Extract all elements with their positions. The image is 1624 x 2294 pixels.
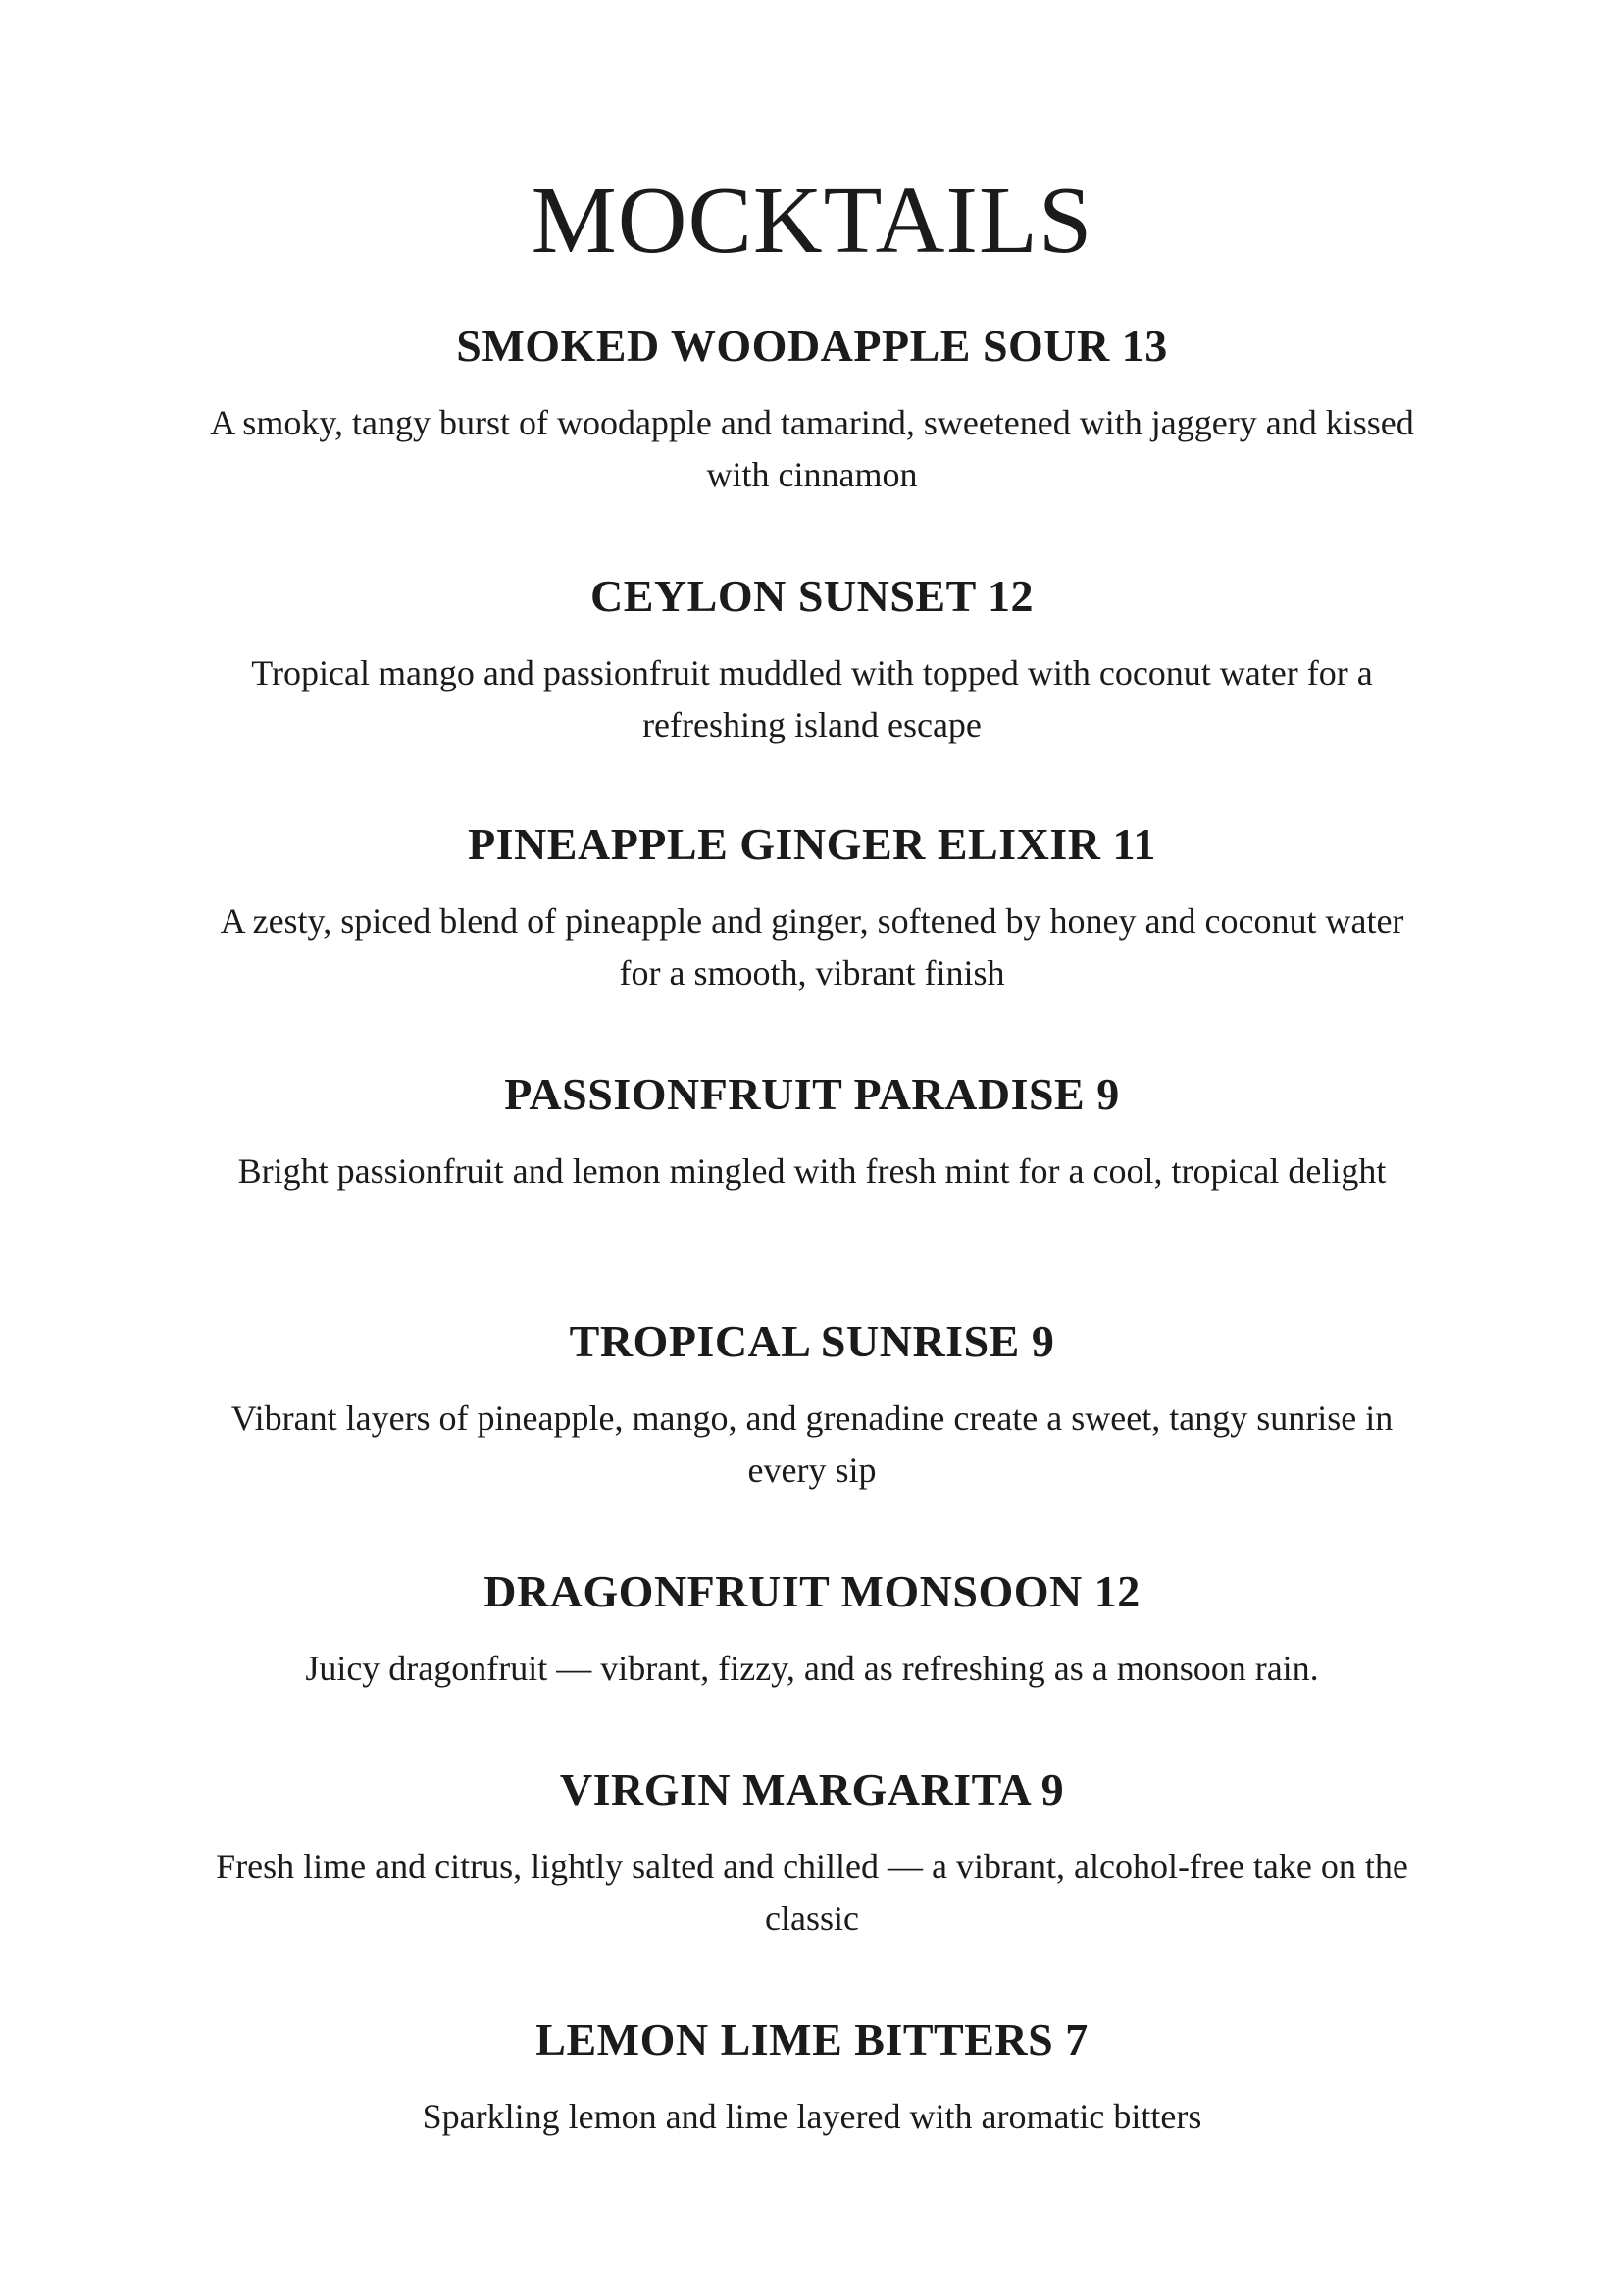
menu-item (0, 2013, 1624, 2143)
item-description: Juicy dragonfruit — vibrant, fizzy, and as refreshing as a monsoon rain. (305, 1649, 1319, 1688)
item-heading (0, 1762, 1624, 1817)
item-description: Vibrant layers of pineapple, mango, and grenadine create a sweet, tangy sunrise in every sip (230, 1399, 1394, 1490)
item-description: Fresh lime and citrus, lightly salted and chilled — a vibrant, alcohol-free take on the classic (216, 1847, 1408, 1938)
item-price: 13 (1121, 321, 1168, 371)
item-price: 12 (987, 571, 1034, 621)
item-name: PASSIONFRUIT PARADISE (504, 1069, 1086, 1119)
item-heading (0, 2013, 1624, 2067)
item-price: 12 (1093, 1566, 1141, 1616)
item-name: CEYLON SUNSET (590, 571, 976, 621)
item-price: 11 (1112, 819, 1156, 869)
item-heading (0, 1067, 1624, 1122)
item-heading (0, 817, 1624, 872)
item-price: 7 (1065, 2014, 1089, 2065)
menu-title: MOCKTAILS (531, 168, 1093, 274)
item-price: 9 (1031, 1316, 1055, 1366)
item-name: SMOKED WOODAPPLE SOUR (456, 321, 1110, 371)
item-description: A zesty, spiced blend of pineapple and ginger, softened by honey and coconut water for a smooth, vibrant finish (220, 901, 1404, 993)
item-description: Bright passionfruit and lemon mingled with fresh mint for a cool, tropical delight (237, 1151, 1387, 1191)
item-name: TROPICAL SUNRISE (569, 1316, 1020, 1366)
item-heading (0, 319, 1624, 374)
item-price: 9 (1040, 1764, 1065, 1814)
menu-item (0, 569, 1624, 751)
menu-item (0, 817, 1624, 999)
menu-item (0, 1762, 1624, 1945)
menu-item (0, 1067, 1624, 1198)
menu-item (0, 1314, 1624, 1497)
menu-item (0, 319, 1624, 501)
item-description: A smoky, tangy burst of woodapple and tamarind, sweetened with jaggery and kissed with cinnamon (210, 403, 1414, 494)
item-name: PINEAPPLE GINGER ELIXIR (468, 819, 1101, 869)
item-heading (0, 1314, 1624, 1369)
item-heading (0, 1564, 1624, 1619)
item-name: DRAGONFRUIT MONSOON (483, 1566, 1083, 1616)
item-name: LEMON LIME BITTERS (535, 2014, 1054, 2065)
item-price: 9 (1096, 1069, 1120, 1119)
menu-item (0, 1564, 1624, 1695)
item-description: Tropical mango and passionfruit muddled with topped with coconut water for a refreshing island escape (251, 653, 1373, 744)
item-name: VIRGIN MARGARITA (559, 1764, 1030, 1814)
item-heading (0, 569, 1624, 624)
item-description: Sparkling lemon and lime layered with aromatic bitters (422, 2097, 1202, 2136)
